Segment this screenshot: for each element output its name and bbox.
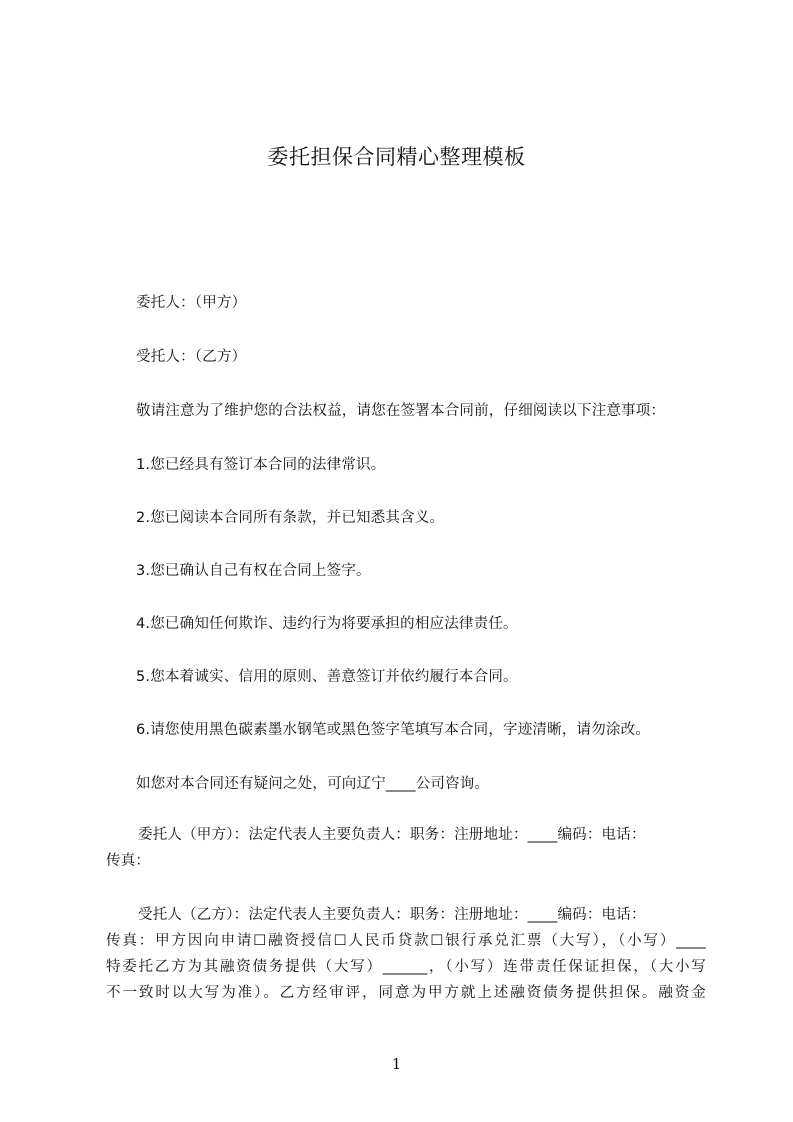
party-b-info-line4: 不一致时以大写为准）。乙方经审评，同意为甲方就上述融资债务提供担保。融资金: [106, 985, 706, 1001]
notice-item-2: 2.您已阅读本合同所有条款，并已知悉其含义。: [136, 510, 445, 526]
notice-intro: 敬请注意为了维护您的合法权益，请您在签署本合同前，仔细阅读以下注意事项：: [136, 403, 666, 419]
notice-item-4: 4.您已确知任何欺诈、违约行为将要承担的相应法律责任。: [136, 616, 518, 632]
party-a-info: [106, 822, 706, 874]
document-title: 委托担保合同精心整理模板: [267, 145, 526, 169]
party-b-info: [106, 902, 706, 1006]
notice-item-6: 6.请您使用黑色碳素墨水钢笔或黑色签字笔填写本合同，字迹清晰，请勿涂改。: [136, 722, 651, 738]
inquiry-line: 如您对本合同还有疑问之处，可向辽宁____公司咨询。: [136, 776, 490, 792]
party-a-info-line2: 传真：: [106, 853, 151, 869]
page-number: 1: [391, 1055, 402, 1073]
notice-item-3: 3.您已确认自己有权在合同上签字。: [136, 563, 371, 579]
party-a-info-line1: 委托人（甲方）：法定代表人主要负责人：职务：注册地址：____编码：电话：: [138, 827, 646, 843]
notice-item-5: 5.您本着诚实、信用的原则、善意签订并依约履行本合同。: [136, 669, 518, 685]
party-b-info-line1: 受托人（乙方）：法定代表人主要负责人：职务：注册地址：____编码：电话：: [138, 907, 646, 923]
party-b-info-line3: 特委托乙方为其融资债务提供（大写）______，（小写）连带责任保证担保，（大小写: [106, 959, 706, 975]
party-a-line: 委托人：（甲方）: [136, 295, 247, 311]
notice-item-1: 1.您已经具有签订本合同的法律常识。: [136, 457, 386, 473]
party-b-line: 受托人：（乙方）: [136, 349, 247, 365]
party-b-info-line2: 传真：甲方因向申请☐融资授信☐人民币贷款☐银行承兑汇票（大写），（小写）____: [106, 933, 706, 949]
